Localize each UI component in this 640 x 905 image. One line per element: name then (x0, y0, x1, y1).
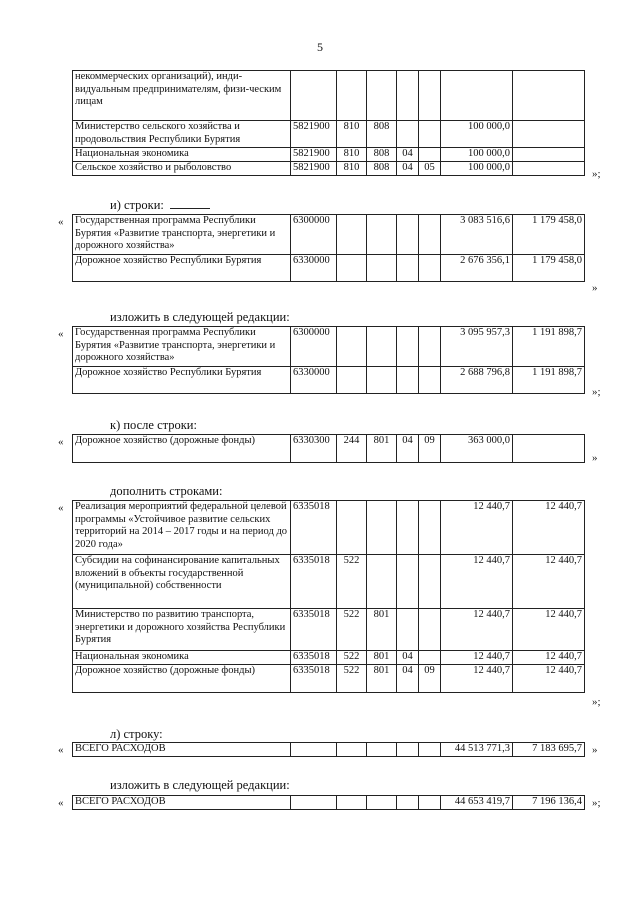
table-block-1 (72, 70, 585, 176)
row-name: Государственная программа Республики Бурятия «Развитие транспорта, энергетики и дорожного хозяйства» (73, 215, 291, 255)
close-quote: »; (592, 797, 601, 809)
heading-l: л) строку: (110, 727, 163, 741)
close-quote: » (592, 452, 598, 464)
table-block-7 (72, 795, 585, 810)
row-name: Субсидии на софинансирование капитальных вложений в объекты государственной (муниципальной) собственности (73, 555, 291, 609)
row-name: Государственная программа Республики Бурятия «Развитие транспорта, энергетики и дорожного хозяйства» (73, 327, 291, 367)
table-row: Государственная программа Республики Бурятия «Развитие транспорта, энергетики и дорожного хозяйства» 6300000 3 095 957,3 1 191 898,7 (73, 327, 585, 367)
table-block-2 (72, 214, 585, 282)
row-name: Национальная экономика (73, 651, 291, 665)
heading-n: и) строки: (110, 198, 210, 213)
table-row: Реализация мероприятий федеральной целевой программы «Устойчивое развитие сельских территорий на 2014 – 2017 годы и на период до 2020 года» 6335018 12 440,7 12 440,7 (73, 501, 585, 555)
table-row: Дорожное хозяйство (дорожные фонды) 6330300 244 801 04 09 363 000,0 (73, 435, 585, 463)
table-row: Национальная экономика 5821900 810 808 04 100 000,0 (73, 148, 585, 162)
blank-line (170, 198, 210, 209)
open-quote: « (58, 436, 64, 448)
close-quote: »; (592, 168, 601, 180)
table-block-6 (72, 742, 585, 757)
row-name: ВСЕГО РАСХОДОВ (73, 796, 291, 810)
heading-edit-1: изложить в следующей редакции: (110, 310, 290, 324)
row-name: Дорожное хозяйство Республики Бурятия (73, 367, 291, 394)
table-row: Субсидии на софинансирование капитальных вложений в объекты государственной (муниципальной) собственности 6335018 522 12 440,7 12 440,7 (73, 555, 585, 609)
table-row: Национальная экономика 6335018 522 801 04 12 440,7 12 440,7 (73, 651, 585, 665)
open-quote: « (58, 744, 64, 756)
table-row: Дорожное хозяйство (дорожные фонды) 6335018 522 801 04 09 12 440,7 12 440,7 (73, 665, 585, 693)
table-block-3 (72, 326, 585, 394)
row-name: некоммерческих организаций), инди-видуальным предпринимателям, физи-ческим лицам (73, 71, 291, 121)
close-quote: » (592, 282, 598, 294)
row-name: Национальная экономика (73, 148, 291, 162)
open-quote: « (58, 797, 64, 809)
row-name: Министерство по развитию транспорта, энергетики и дорожного хозяйства Республики Бурятия (73, 609, 291, 651)
row-name: Реализация мероприятий федеральной целевой программы «Устойчивое развитие сельских территорий на 2014 – 2017 годы и на период до 2020 года» (73, 501, 291, 555)
open-quote: « (58, 502, 64, 514)
heading-add: дополнить строками: (110, 484, 223, 498)
row-name: Дорожное хозяйство (дорожные фонды) (73, 435, 291, 463)
row-name: ВСЕГО РАСХОДОВ (73, 743, 291, 757)
table-row: Министерство сельского хозяйства и продовольствия Республики Бурятия 5821900 810 808 100 000,0 (73, 121, 585, 148)
table-row: Сельское хозяйство и рыболовство 5821900 810 808 04 05 100 000,0 (73, 162, 585, 176)
table-row: Министерство по развитию транспорта, энергетики и дорожного хозяйства Республики Бурятия 6335018 522 801 12 440,7 12 440,7 (73, 609, 585, 651)
table-row: ВСЕГО РАСХОДОВ 44 653 419,7 7 196 136,4 (73, 796, 585, 810)
table-block-5 (72, 500, 585, 693)
row-name: Дорожное хозяйство (дорожные фонды) (73, 665, 291, 693)
table-row: Государственная программа Республики Бурятия «Развитие транспорта, энергетики и дорожного хозяйства» 6300000 3 083 516,6 1 179 458,0 (73, 215, 585, 255)
row-name: Министерство сельского хозяйства и продовольствия Республики Бурятия (73, 121, 291, 148)
close-quote: »; (592, 386, 601, 398)
open-quote: « (58, 216, 64, 228)
close-quote: »; (592, 696, 601, 708)
table-row (73, 71, 585, 121)
row-name: Сельское хозяйство и рыболовство (73, 162, 291, 176)
table-row: ВСЕГО РАСХОДОВ 44 513 771,3 7 183 695,7 (73, 743, 585, 757)
row-name: Дорожное хозяйство Республики Бурятия (73, 255, 291, 282)
table-block-4 (72, 434, 585, 463)
open-quote: « (58, 328, 64, 340)
table-row: Дорожное хозяйство Республики Бурятия 6330000 2 688 796,8 1 191 898,7 (73, 367, 585, 394)
close-quote: » (592, 744, 598, 756)
heading-edit-2: изложить в следующей редакции: (110, 778, 290, 792)
heading-k: к) после строки: (110, 418, 197, 432)
page-number: 5 (317, 40, 323, 54)
table-row: Дорожное хозяйство Республики Бурятия 6330000 2 676 356,1 1 179 458,0 (73, 255, 585, 282)
